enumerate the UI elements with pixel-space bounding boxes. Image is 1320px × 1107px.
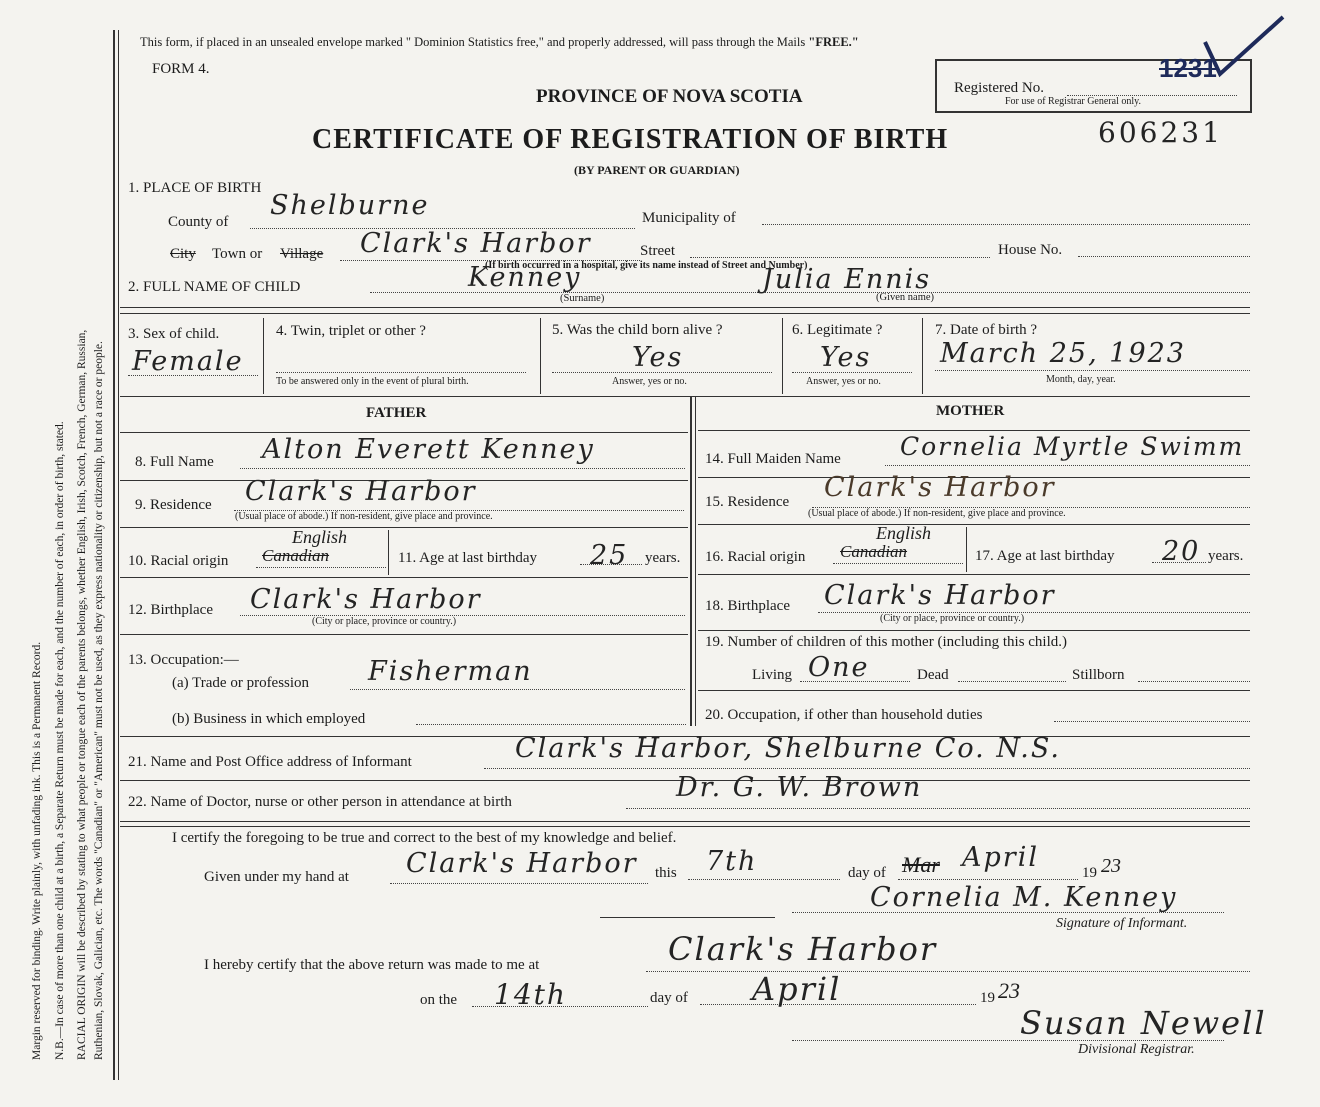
stillborn-label: Stillborn <box>1072 667 1125 683</box>
mother-racial-origin-label: 16. Racial origin <box>705 549 806 565</box>
binding-line-inner <box>118 30 119 1080</box>
given-year-prefix: 19 <box>1082 865 1097 881</box>
legitimate-note: Answer, yes or no. <box>806 376 881 387</box>
father-racial-origin-label: 10. Racial origin <box>128 553 229 569</box>
registrar-signature: Susan Newell <box>1020 1004 1267 1042</box>
legitimate-value: Yes <box>820 342 872 373</box>
child-given-name-value: Julia Ennis <box>762 264 932 295</box>
father-name-value: Alton Everett Kenney <box>262 434 595 465</box>
given-month-struck: Mar <box>902 852 940 877</box>
given-month-value: April <box>962 842 1039 873</box>
father-occupation-label: 13. Occupation:— <box>128 652 239 668</box>
father-birthplace-value: Clark's Harbor <box>250 584 482 615</box>
born-alive-label: 5. Was the child born alive ? <box>552 322 723 338</box>
father-age-label: 11. Age at last birthday <box>398 550 537 566</box>
father-residence-value: Clark's Harbor <box>245 476 477 507</box>
mother-heading: MOTHER <box>936 403 1005 419</box>
legitimate-label: 6. Legitimate ? <box>792 322 883 338</box>
born-alive-note: Answer, yes or no. <box>612 376 687 387</box>
this-label: this <box>655 865 677 881</box>
mother-residence-note: (Usual place of abode.) If non-resident, give place and province. <box>808 508 1066 519</box>
full-name-of-child-label: 2. FULL NAME OF CHILD <box>128 279 301 295</box>
return-year-value: 23 <box>998 978 1020 1003</box>
father-residence-note: (Usual place of abode.) If non-resident, give place and province. <box>235 511 493 522</box>
registered-number-value: 1231 <box>1159 53 1217 83</box>
certificate-subtitle: (BY PARENT OR GUARDIAN) <box>574 163 740 177</box>
father-business-label: (b) Business in which employed <box>172 711 366 727</box>
registered-number-note: For use of Registrar General only. <box>1005 96 1141 107</box>
margin-racial-origin-note: RACIAL ORIGIN will be described by stating to what people or tongue each of the parents belongs, whether English, Irish, Scotch, French, German, Russian, <box>76 329 88 1060</box>
twin-note: To be answered only in the event of plural birth. <box>276 376 469 387</box>
surname-label: (Surname) <box>560 293 605 304</box>
father-residence-label: 9. Residence <box>135 497 212 513</box>
father-trade-value: Fisherman <box>368 656 533 687</box>
province-heading: PROVINCE OF NOVA SCOTIA <box>536 86 803 107</box>
date-of-birth-value: March 25, 1923 <box>940 338 1186 369</box>
mother-age-unit: years. <box>1208 548 1244 564</box>
mail-notice: This form, if placed in an unsealed envelope marked " Dominion Statistics free," and properly addressed, will pass through the Mails "FREE." <box>140 35 859 49</box>
informant-signature-label: Signature of Informant. <box>1056 916 1188 931</box>
return-day-value: 14th <box>494 978 567 1011</box>
mother-birthplace-note: (City or place, province or country.) <box>880 613 1025 624</box>
date-of-birth-label: 7. Date of birth ? <box>935 322 1038 338</box>
house-number-label: House No. <box>998 242 1063 258</box>
town-label: Town or <box>212 246 263 262</box>
child-surname-value: Kenney <box>468 262 582 293</box>
given-name-label: (Given name) <box>876 292 935 303</box>
mother-name-value: Cornelia Myrtle Swimm <box>900 432 1245 461</box>
dead-label: Dead <box>917 667 949 683</box>
given-day-value: 7th <box>706 846 758 877</box>
on-the-label: on the <box>420 992 458 1008</box>
return-month-value: April <box>752 970 842 1008</box>
margin-nb-note: N.B.—In case of more than one child at a birth, a Separate Return must be made for each, and the number of each, in order of birth, stated. <box>54 421 66 1060</box>
given-place-value: Clark's Harbor <box>406 848 638 879</box>
mother-residence-value: Clark's Harbor <box>824 472 1056 503</box>
mother-racial-origin-struck: Canadian <box>840 542 908 561</box>
father-racial-origin-value: English <box>292 527 348 547</box>
mother-residence-label: 15. Residence <box>705 494 790 510</box>
living-label: Living <box>752 667 792 683</box>
village-label-struck: Village <box>280 246 324 262</box>
hospital-note: (If birth occurred in a hospital, give its name instead of Street and Number) <box>485 260 808 271</box>
mother-children-label: 19. Number of children of this mother (including this child.) <box>705 634 1068 650</box>
day-of-label: day of <box>848 865 886 881</box>
margin-binding-note: Margin reserved for binding. Write plainly, with unfading ink. This is a Permanent Record. <box>31 641 43 1060</box>
mother-birthplace-value: Clark's Harbor <box>824 580 1056 611</box>
father-age-unit: years. <box>645 550 681 566</box>
return-day-of-label: day of <box>650 990 688 1006</box>
mother-occupation-label: 20. Occupation, if other than household duties <box>705 707 983 723</box>
given-year-value: 23 <box>1101 855 1121 877</box>
municipality-label: Municipality of <box>642 210 736 226</box>
form-number: FORM 4. <box>152 61 210 77</box>
registered-number-label: Registered No. <box>954 80 1044 96</box>
sex-label: 3. Sex of child. <box>128 326 220 342</box>
sex-value: Female <box>132 346 244 377</box>
mother-age-value: 20 <box>1162 536 1201 567</box>
father-name-label: 8. Full Name <box>135 454 214 470</box>
place-of-birth-label: 1. PLACE OF BIRTH <box>128 180 262 196</box>
informant-value: Clark's Harbor, Shelburne Co. N.S. <box>515 733 1061 764</box>
date-of-birth-note: Month, day, year. <box>1046 374 1116 385</box>
city-label-struck: City <box>170 246 196 262</box>
born-alive-value: Yes <box>632 342 684 373</box>
father-trade-label: (a) Trade or profession <box>172 675 310 691</box>
doctor-value: Dr. G. W. Brown <box>676 772 923 803</box>
father-heading: FATHER <box>366 405 427 421</box>
doctor-label: 22. Name of Doctor, nurse or other person in attendance at birth <box>128 794 512 810</box>
return-place-value: Clark's Harbor <box>668 930 938 968</box>
informant-signature: Cornelia M. Kenney <box>870 882 1178 913</box>
mother-name-label: 14. Full Maiden Name <box>705 451 841 467</box>
certification-statement: I certify the foregoing to be true and correct to the best of my knowledge and belief. <box>172 830 677 846</box>
father-age-value: 25 <box>590 540 629 571</box>
mother-racial-origin-value: English <box>876 523 932 543</box>
margin-racial-origin-note-2: Ruthenian, Slovak, Galician, etc. The words "Canadian" or "American" must not be used, as they express nationality or citizenship, but not a race or people. <box>93 341 105 1060</box>
checkmark-icon <box>1195 12 1290 82</box>
father-racial-origin-struck: Canadian <box>262 546 330 565</box>
return-year-prefix: 19 <box>980 990 995 1006</box>
living-value: One <box>808 652 870 683</box>
father-birthplace-label: 12. Birthplace <box>128 602 213 618</box>
father-birthplace-note: (City or place, province or country.) <box>312 616 457 627</box>
mother-age-label: 17. Age at last birthday <box>975 548 1115 564</box>
county-label: County of <box>168 214 229 230</box>
given-under-hand-label: Given under my hand at <box>204 869 349 885</box>
twin-label: 4. Twin, triplet or other ? <box>276 323 426 339</box>
registrar-label: Divisional Registrar. <box>1078 1042 1195 1057</box>
county-value: Shelburne <box>270 190 430 221</box>
town-value: Clark's Harbor <box>360 228 592 259</box>
registration-number-handwritten: 606231 <box>1098 116 1223 149</box>
binding-line <box>113 30 115 1080</box>
return-made-label: I hereby certify that the above return was made to me at <box>204 957 540 973</box>
informant-label: 21. Name and Post Office address of Informant <box>128 754 412 770</box>
mother-birthplace-label: 18. Birthplace <box>705 598 790 614</box>
certificate-title: CERTIFICATE OF REGISTRATION OF BIRTH <box>312 124 949 155</box>
street-label: Street <box>640 243 675 259</box>
